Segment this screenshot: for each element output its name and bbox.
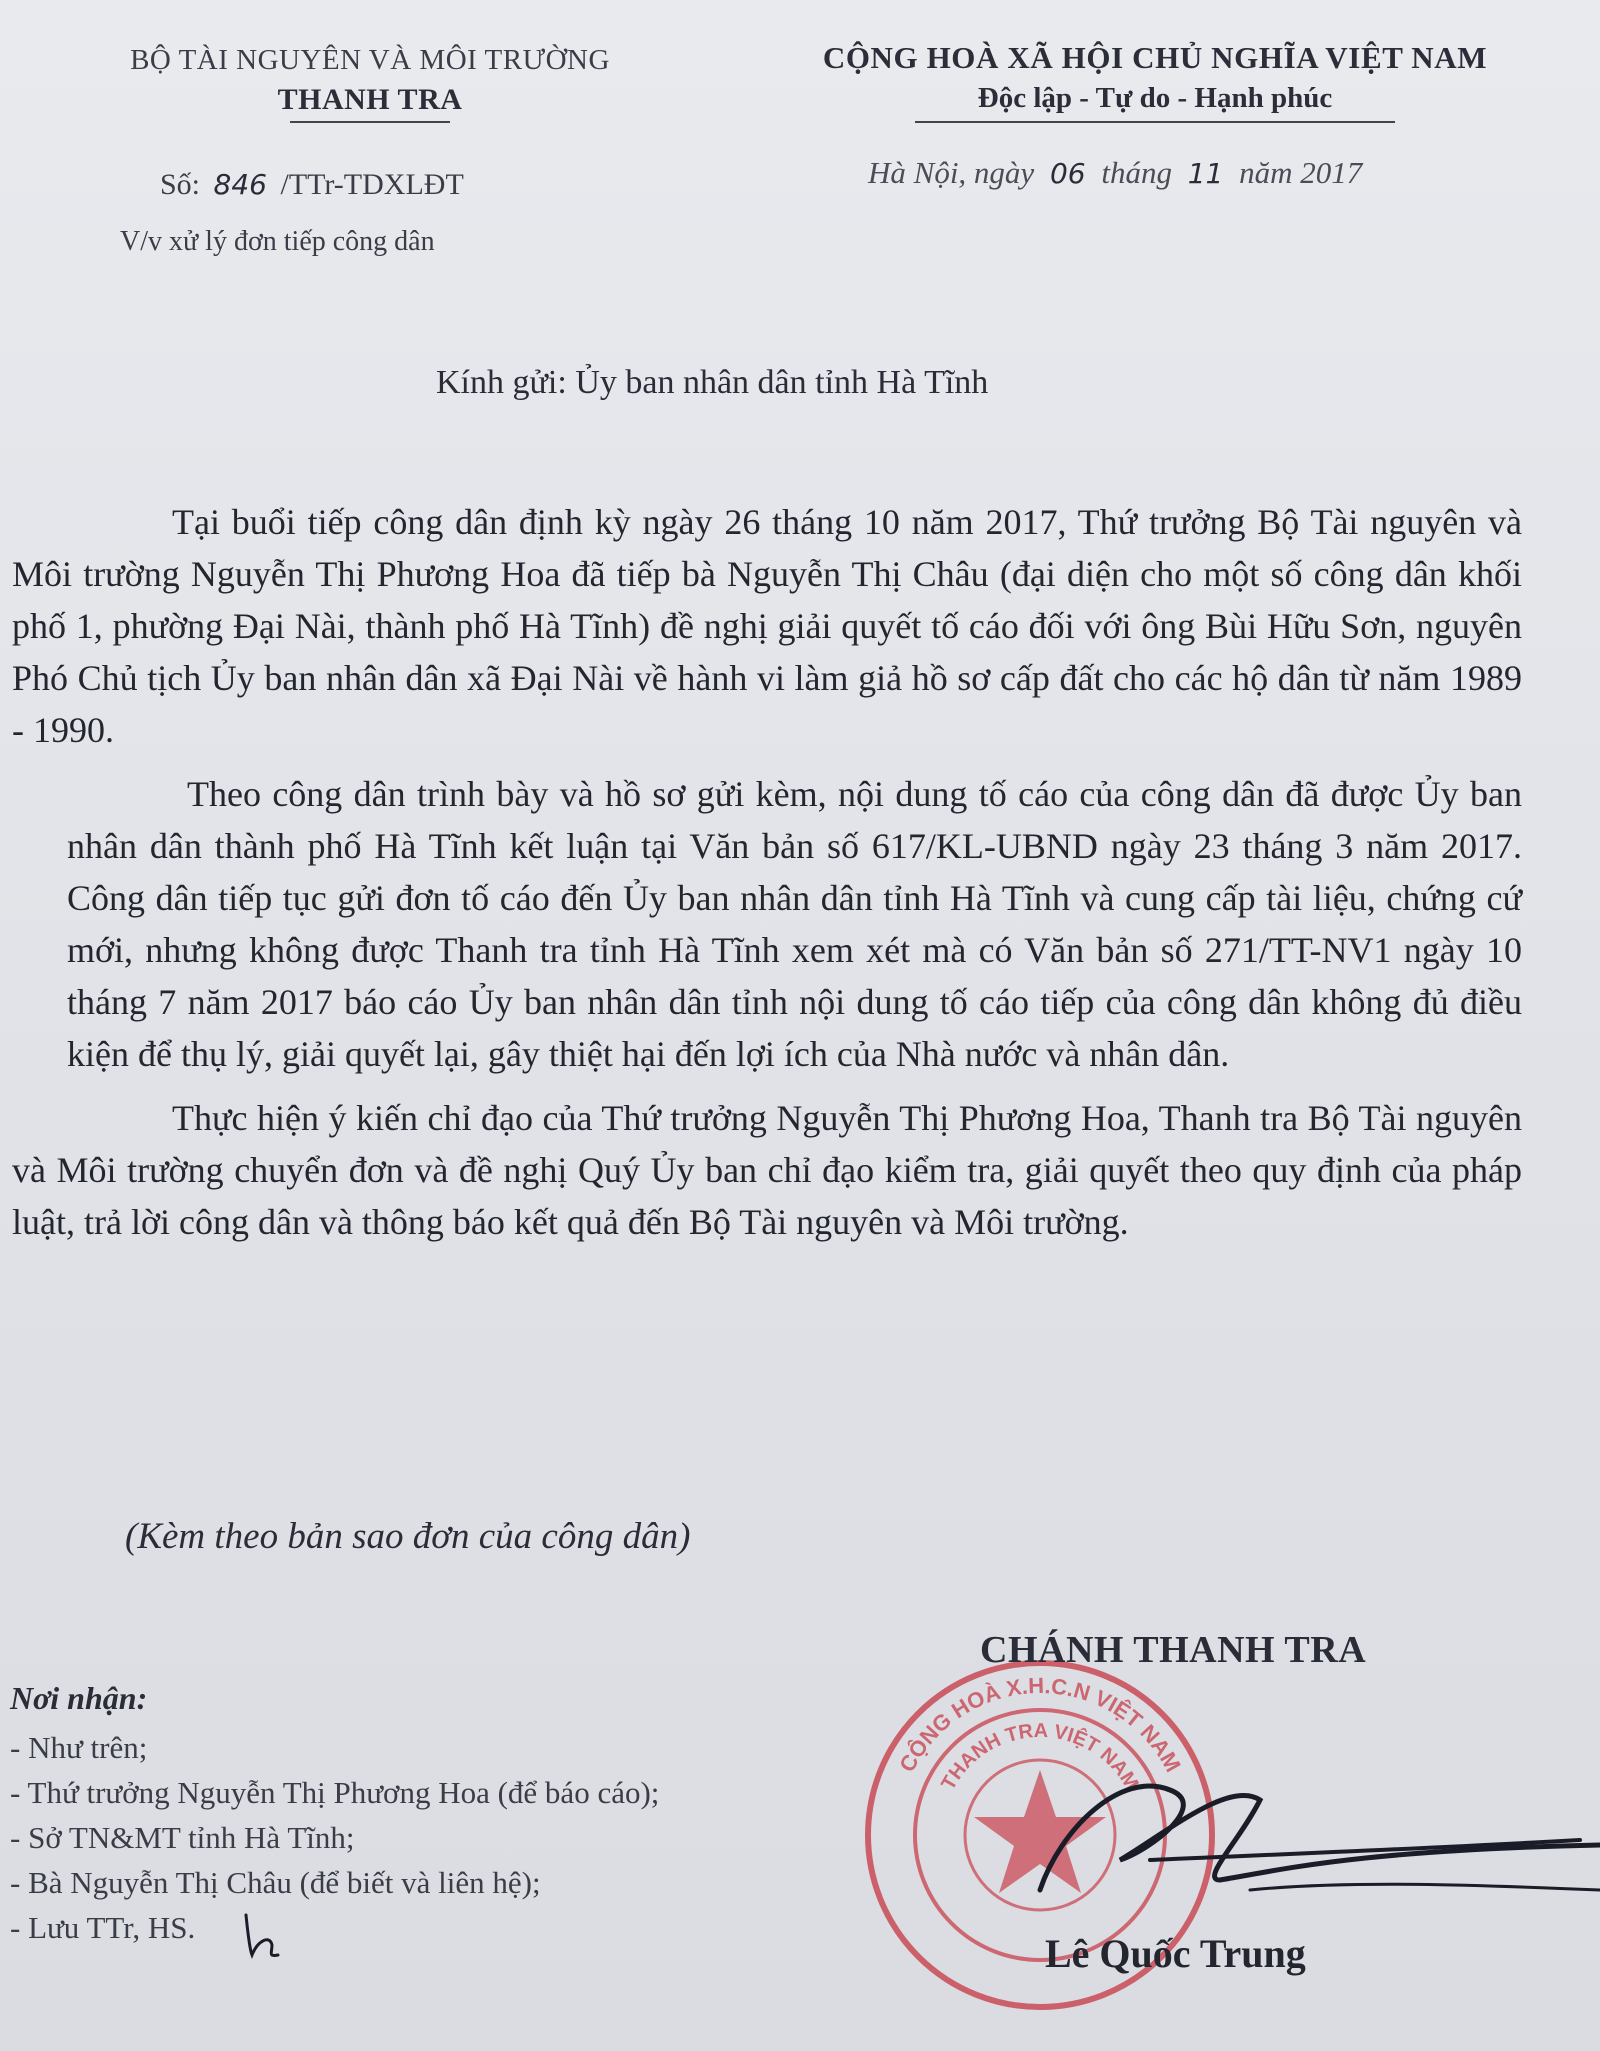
- recipient-line: Kính gửi: Ủy ban nhân dân tỉnh Hà Tĩnh: [436, 364, 989, 401]
- list-item: - Thứ trưởng Nguyễn Thị Phương Hoa (để báo cáo);: [10, 1775, 660, 1810]
- national-motto: Độc lập - Tự do - Hạnh phúc: [977, 82, 1333, 114]
- place-prefix: Hà Nội, ngày: [868, 155, 1035, 190]
- attachment-note: (Kèm theo bản sao đơn của công dân): [125, 1516, 691, 1557]
- month-label: tháng: [1101, 155, 1172, 190]
- number-label: Số:: [160, 168, 201, 201]
- handwritten-signature: [1000, 1730, 1600, 1930]
- svg-text:THANH TRA VIỆT NAM: THANH TRA VIỆT NAM: [937, 1719, 1143, 1794]
- paragraph-2: Theo công dân trình bày và hồ sơ gửi kèm, nội dung tố cáo của công dân đã được Ủy ban nhân dân thành phố Hà Tĩnh kết luận tại Văn bản số 617/KL-UBND ngày 23 tháng 3 năm 2017. Công dân tiếp tục gửi đơn tố cáo đến Ủy ban nhân dân tỉnh Hà Tĩnh và cung cấp tài liệu, chứng cứ mới, nhưng không được Thanh tra tỉnh Hà Tĩnh xem xét mà có Văn bản số 271/TT-NV1 ngày 10 tháng 7 năm 2017 báo cáo Ủy ban nhân dân tỉnh nội dung tố cáo tiếp của công dân không đủ điều kiện để thụ lý, giải quyết lại, gây thiệt hại đến lợi ích của Nhà nước và nhân dân.: [67, 774, 1522, 1074]
- svg-text:CỘNG HOÀ X.H.C.N VIỆT NAM: CỘNG HOÀ X.H.C.N VIỆT NAM: [894, 1672, 1186, 1777]
- paragraph-3: Thực hiện ý kiến chỉ đạo của Thứ trưởng Nguyễn Thị Phương Hoa, Thanh tra Bộ Tài nguyên và Môi trường chuyển đơn và đề nghị Quý Ủy ban chỉ đạo kiểm tra, giải quyết theo quy định của pháp luật, trả lời công dân và thông báo kết quả đến Bộ Tài nguyên và Môi trường.: [12, 1098, 1522, 1242]
- recipients-block: [10, 1680, 659, 1950]
- issuer-header: [60, 44, 680, 123]
- motto-underline: [915, 121, 1395, 123]
- handwritten-month: 11: [1187, 157, 1224, 190]
- list-item: - Lưu TTr, HS.: [10, 1910, 196, 1945]
- signer-name: Lê Quốc Trung: [1045, 1931, 1306, 1976]
- list-item: - Sở TN&MT tỉnh Hà Tĩnh;: [10, 1820, 355, 1855]
- nation-name: CỘNG HOÀ XÃ HỘI CHỦ NGHĨA VIỆT NAM: [822, 40, 1488, 75]
- handwritten-initial: [238, 1905, 298, 1965]
- year-label: năm 2017: [1239, 155, 1363, 190]
- ministry-name: BỘ TÀI NGUYÊN VÀ MÔI TRƯỜNG: [130, 44, 610, 76]
- list-item: - Như trên;: [10, 1730, 148, 1765]
- signer-title: CHÁNH THANH TRA: [980, 1629, 1367, 1671]
- recipients-title: Nơi nhận:: [10, 1680, 148, 1716]
- list-item: - Bà Nguyễn Thị Châu (để biết và liên hệ);: [10, 1865, 541, 1900]
- paragraph-1: Tại buổi tiếp công dân định kỳ ngày 26 tháng 10 năm 2017, Thứ trưởng Bộ Tài nguyên và Môi trường Nguyễn Thị Phương Hoa đã tiếp bà Nguyễn Thị Châu (đại diện cho một số công dân khối phố 1, phường Đại Nài, thành phố Hà Tĩnh) đề nghị giải quyết tố cáo đối với ông Bùi Hữu Sơn, nguyên Phó Chủ tịch Ủy ban nhân dân xã Đại Nài về hành vi làm giả hồ sơ cấp đất cho các hộ dân từ năm 1989 - 1990.: [12, 502, 1522, 750]
- number-suffix: /TTr-TDXLĐT: [280, 168, 464, 201]
- recipients-list: [10, 1725, 659, 1950]
- place-date: [868, 155, 1362, 191]
- document-number: [160, 168, 464, 202]
- agency-name: THANH TRA: [277, 83, 463, 116]
- letter-body: [12, 496, 1522, 1260]
- national-header: [740, 40, 1570, 123]
- handwritten-number: 846: [213, 168, 267, 201]
- subject-line: V/v xử lý đơn tiếp công dân: [120, 226, 435, 257]
- header-underline: [290, 121, 450, 123]
- handwritten-day: 06: [1049, 157, 1086, 190]
